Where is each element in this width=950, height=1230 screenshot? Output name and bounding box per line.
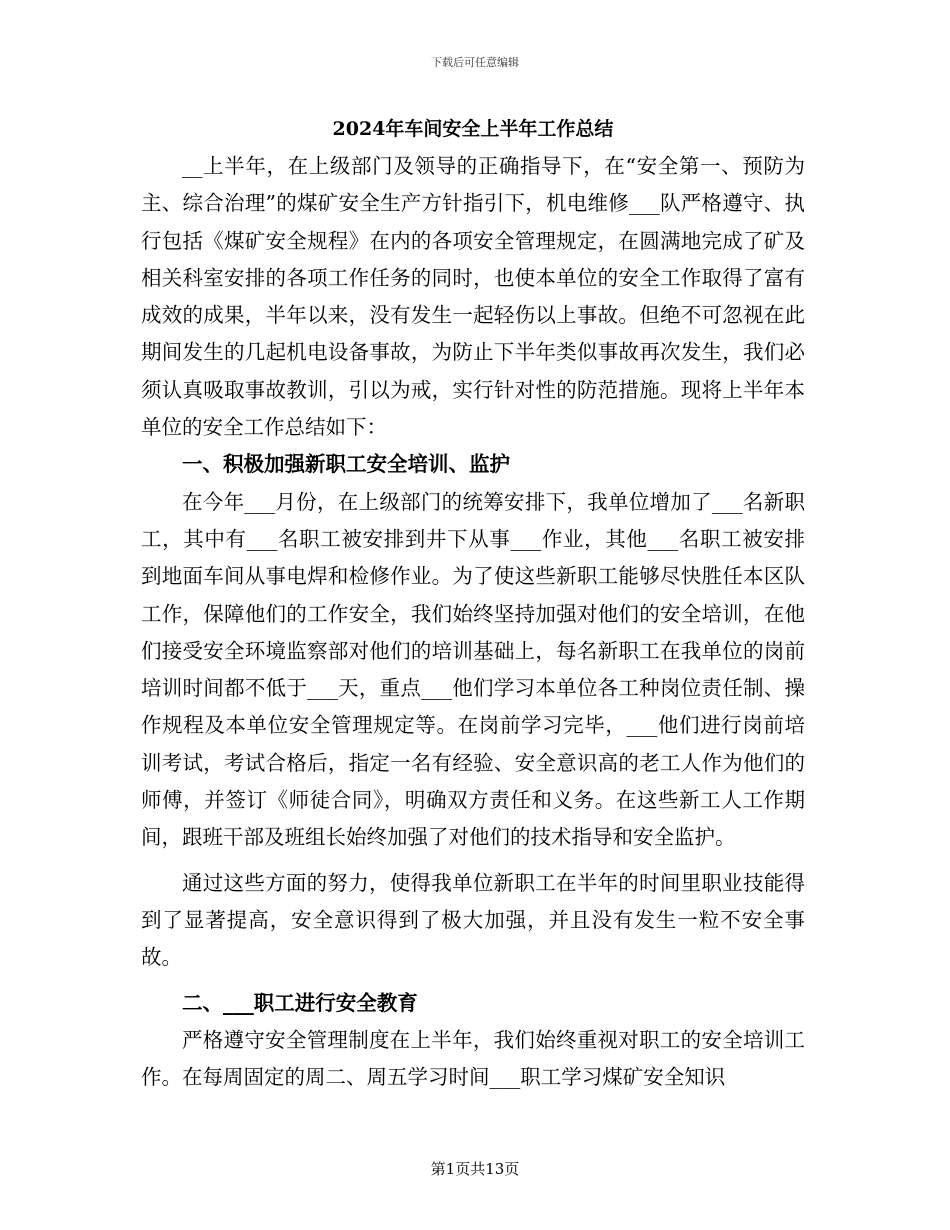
document-title: 2024年车间安全上半年工作总结 [332, 118, 614, 140]
paragraph-training-results: 通过这些方面的努力，使得我单位新职工在半年的时间里职业技能得到了显著提高，安全意识得到了极大加强，并且没有发生一粒不安全事故。 [141, 870, 805, 970]
paragraph-safety-education: 严格遵守安全管理制度在上半年，我们始终重视对职工的安全培训工作。在每周固定的周二、周五学习时间___职工学习煤矿安全知识 [141, 1027, 805, 1090]
section-heading-1: 一、积极加强新职工安全培训、监护 [182, 452, 510, 477]
paragraph-new-staff-training: 在今年___月份，在上级部门的统筹安排下，我单位增加了___名新职工，其中有___名职工被安排到井下从事___作业，其他___名职工被安排到地面车间从事电焊和检修作业。为了使这些新职工能够尽快胜任本区队工作，保障他们的工作安全，我们始终坚持加强对他们的安全培训，在他们接受安全环境监察部对他们的培训基础上，每名新职工在我单位的岗前培训时间都不低于___天，重点___他们学习本单位各工种岗位责任制、操作规程及本单位安全管理规定等。在岗前学习完毕，___他们进行岗前培训考试，考试合格后，指定一名有经验、安全意识高的老工人作为他们的师傅，并签订《师徒合同》，明确双方责任和义务。在这些新工人工作期间，跟班干部及班组长始终加强了对他们的技术指导和安全监护。 [141, 489, 805, 850]
header-note: 下载后可任意编辑 [431, 56, 519, 69]
section-heading-2: 二、___职工进行安全教育 [182, 990, 418, 1015]
paragraph-gap [141, 977, 805, 985]
document-body [141, 110, 805, 1096]
paragraph-gap [141, 857, 805, 865]
paragraph-intro: __上半年，在上级部门及领导的正确指导下，在“安全第一、预防为主、综合治理”的煤矿安全生产方针指引下，机电维修___队严格遵守、执行包括《煤矿安全规程》在内的各项安全管理规定，在圆满地完成了矿及相关科室安排的各项工作任务的同时，也使本单位的安全工作取得了富有成效的成果，半年以来，没有发生一起轻伤以上事故。但绝不可忽视在此期间发生的几起机电设备事故，为防止下半年类似事故再次发生，我们必须认真吸取事故教训，引以为戒，实行针对性的防范措施。现将上半年本单位的安全工作总结如下： [141, 154, 805, 440]
page-number: 第1页共13页 [430, 1160, 520, 1178]
